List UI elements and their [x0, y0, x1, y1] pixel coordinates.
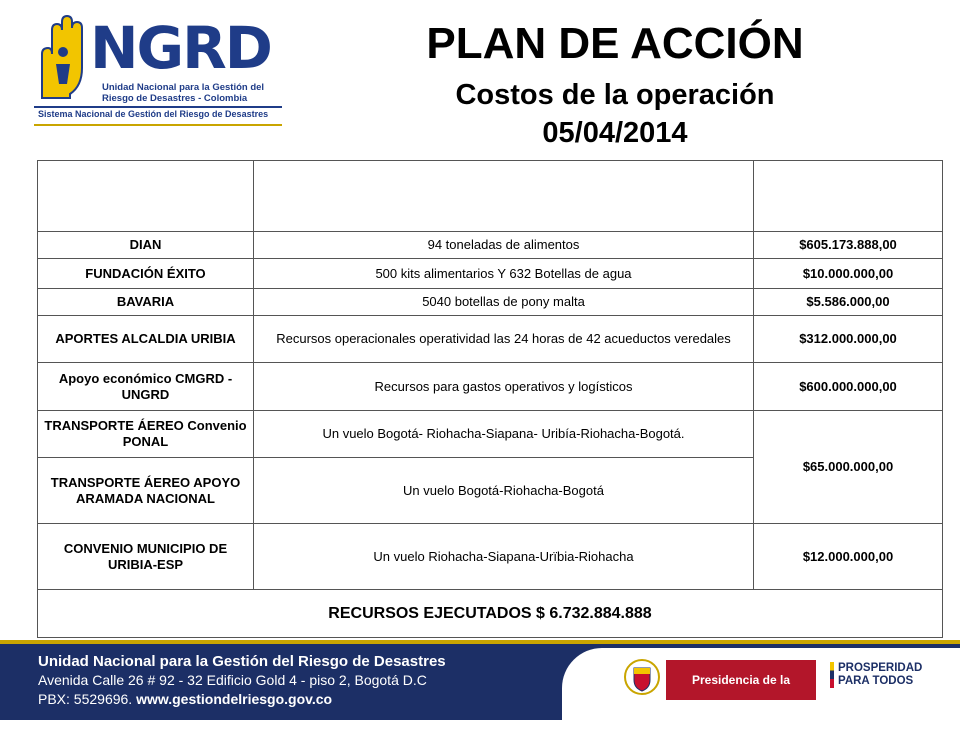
amount-cell: $600.000.000,00 [754, 363, 943, 411]
table-row [38, 232, 943, 259]
colombia-shield-icon [624, 656, 660, 698]
description-cell: Un vuelo Riohacha-Siapana-Urïbia-Riohacha [254, 524, 754, 590]
footer-stripe [0, 640, 960, 644]
table-row [38, 259, 943, 289]
logo-system-bar [34, 106, 282, 126]
footer-org-name: Unidad Nacional para la Gestión del Riesgo de Desastres [38, 653, 446, 670]
footer-website-link[interactable]: www.gestiondelriesgo.gov.co [136, 691, 333, 707]
prosperity-line1: PROSPERIDAD [838, 662, 923, 674]
entity-cell: TRANSPORTE ÁEREO APOYO ARAMADA NACIONAL [38, 458, 254, 524]
table-row [38, 316, 943, 363]
description-cell: 500 kits alimentarios Y 632 Botellas de agua [254, 259, 754, 289]
column-header [38, 161, 254, 232]
logo-acronym: NGRD [90, 14, 271, 82]
total-row [38, 590, 943, 638]
description-cell: Recursos operacionales operatividad las 24 horas de 42 acueductos veredales [254, 316, 754, 363]
footer-bar [0, 640, 960, 720]
page-subtitle: Costos de la operación [455, 79, 775, 111]
footer-contact [38, 652, 446, 709]
description-cell: Un vuelo Bogotá- Riohacha-Siapana- Uribía-Riohacha-Bogotá. [254, 411, 754, 458]
entity-cell: CONVENIO MUNICIPIO DE URIBIA-ESP [38, 524, 254, 590]
amount-cell: $12.000.000,00 [754, 524, 943, 590]
description-cell: 5040 botellas de pony malta [254, 289, 754, 316]
table-row [38, 524, 943, 590]
table-row [38, 289, 943, 316]
flag-bar-icon [830, 662, 834, 688]
column-header [754, 161, 943, 232]
logo-unit-line1: Unidad Nacional para la Gestión del [102, 82, 265, 93]
amount-cell: $5.586.000,00 [754, 289, 943, 316]
footer-phone: PBX: 5529696. [38, 691, 133, 707]
page-date: 05/04/2014 [542, 117, 688, 149]
presidency-logo: Presidencia de la República [666, 660, 816, 700]
description-cell: Recursos para gastos operativos y logísticos [254, 363, 754, 411]
description-cell: 94 toneladas de alimentos [254, 232, 754, 259]
table-row [38, 363, 943, 411]
total-cell: RECURSOS EJECUTADOS $ 6.732.884.888 [38, 590, 943, 638]
amount-cell: $605.173.888,00 [754, 232, 943, 259]
page-title: PLAN DE ACCIÓN [426, 19, 804, 68]
entity-cell: BAVARIA [38, 289, 254, 316]
logo-unit-name [102, 82, 292, 104]
footer-address: Avenida Calle 26 # 92 - 32 Edificio Gold 4 - piso 2, Bogotá D.C [38, 672, 427, 688]
entity-cell: DIAN [38, 232, 254, 259]
prosperity-line2: PARA TODOS [838, 675, 914, 687]
costs-table [37, 160, 943, 638]
table-row [38, 411, 943, 458]
logo-unit-line2: Riesgo de Desastres - Colombia [102, 93, 248, 104]
ngrd-logo [34, 14, 284, 126]
entity-cell: APORTES ALCALDIA URIBIA [38, 316, 254, 363]
column-header [254, 161, 754, 232]
table-header-row [38, 161, 943, 232]
prosperity-logo [830, 662, 950, 688]
entity-cell: Apoyo económico CMGRD - UNGRD [38, 363, 254, 411]
entity-cell: TRANSPORTE ÁEREO Convenio PONAL [38, 411, 254, 458]
entity-cell: FUNDACIÓN ÉXITO [38, 259, 254, 289]
amount-cell: $312.000.000,00 [754, 316, 943, 363]
description-cell: Un vuelo Bogotá-Riohacha-Bogotá [254, 458, 754, 524]
hand-emblem-icon [34, 14, 92, 100]
logo-system-name: Sistema Nacional de Gestión del Riesgo de Desastres [38, 109, 269, 119]
amount-cell: $65.000.000,00 [754, 411, 943, 524]
amount-cell: $10.000.000,00 [754, 259, 943, 289]
footer-contact-line [38, 690, 446, 709]
